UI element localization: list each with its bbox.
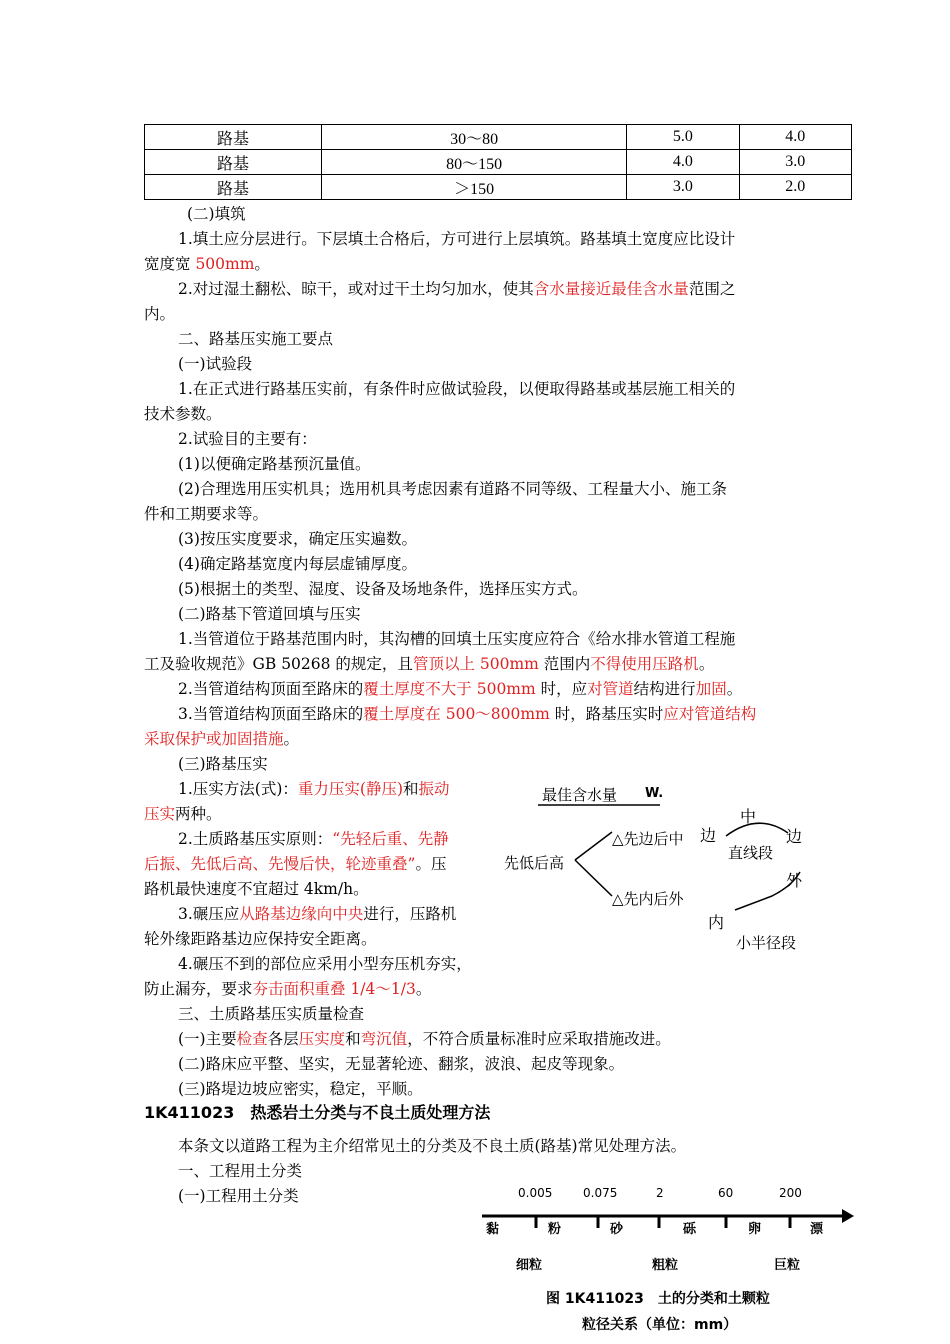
text-segment: 宽度宽	[144, 255, 196, 273]
text-segment: (一)试验段	[178, 355, 253, 373]
text-line	[178, 528, 417, 550]
threshold-1: 0.005	[518, 1186, 553, 1200]
threshold-5: 200	[779, 1186, 802, 1200]
text-segment: 轮外缘距路基边应保持安全距离。	[144, 930, 377, 948]
soil-figure-axis	[478, 1200, 858, 1260]
text-segment: 1.填土应分层进行。下层填土合格后，方可进行上层填筑。路基填土宽度应比设计	[178, 230, 736, 248]
highlight-text: 加固	[695, 680, 727, 698]
text-line	[144, 853, 446, 875]
class-gravel: 砾	[683, 1222, 697, 1237]
highlight-text: 对管道	[587, 680, 634, 698]
table-cell: 30～80	[322, 125, 627, 150]
class-boulder: 漂	[810, 1222, 824, 1237]
table-cell: ＞150	[322, 175, 627, 200]
text-segment: 。压	[415, 855, 447, 873]
fig-arc-top: 中	[740, 807, 757, 826]
text-segment: 二、路基压实施工要点	[178, 330, 334, 348]
highlight-text: “先轻后重、先静	[332, 830, 449, 848]
threshold-2: 0.075	[583, 1186, 618, 1200]
highlight-text: 振动	[418, 780, 450, 798]
table-cell: 5.0	[627, 125, 739, 150]
text-segment: 3.碾压应	[178, 905, 240, 923]
class-pebble: 卵	[748, 1222, 762, 1237]
text-line	[178, 278, 735, 300]
text-line	[144, 303, 175, 325]
table-cell: 3.0	[627, 175, 739, 200]
highlight-text: 覆土厚度在 500～800mm	[363, 705, 550, 723]
text-segment: 2.当管道结构顶面至路床的	[178, 680, 364, 698]
text-line	[178, 828, 449, 850]
text-line	[178, 678, 742, 700]
text-line	[144, 403, 222, 425]
text-line	[144, 653, 714, 675]
fig-root: 先低后高	[504, 854, 565, 872]
table-cell: 4.0	[739, 125, 851, 150]
figure-caption: 图 1K411023 土的分类和土颗粒	[546, 1291, 770, 1307]
table-cell: 3.0	[739, 150, 851, 175]
highlight-text: 覆土厚度不大于 500mm	[363, 680, 536, 698]
fig-small-radius: 小半径段	[736, 934, 797, 952]
text-segment: 。	[698, 655, 715, 673]
text-segment: (三)路堤边坡应密实，稳定，平顺。	[178, 1080, 423, 1098]
group-giant: 巨粒	[774, 1258, 801, 1273]
text-line	[178, 1078, 423, 1100]
fig-curve-outer: 外	[786, 871, 803, 890]
fig-branch-top: △先边后中	[612, 830, 684, 848]
text-segment: (三)路基压实	[178, 755, 268, 773]
class-sand: 砂	[610, 1222, 624, 1237]
soil-figure	[478, 1182, 858, 1338]
table-row	[145, 125, 852, 150]
text-line	[178, 578, 587, 600]
text-segment: (3)按压实度要求，确定压实遍数。	[178, 530, 417, 548]
highlight-text: 压实度	[298, 1030, 346, 1048]
text-line	[144, 803, 222, 825]
highlight-text: 应对管道结构	[663, 705, 757, 723]
threshold-3: 2	[656, 1186, 664, 1200]
text-line	[178, 628, 735, 650]
highlight-text: 管顶以上 500mm	[412, 655, 539, 673]
fig-arc-left: 边	[700, 826, 717, 845]
fig-arc-right: 边	[786, 827, 803, 846]
fig-branch-bottom-label: 先内后外	[623, 890, 684, 908]
text-line	[144, 878, 369, 900]
text-segment: 。	[283, 730, 300, 748]
text-segment: 和	[345, 1030, 361, 1048]
thickness-table	[144, 124, 852, 200]
text-segment: 时，路基压实时	[549, 705, 664, 723]
fig-straight: 直线段	[728, 844, 774, 862]
text-segment: 一、工程用土分类	[178, 1162, 303, 1180]
text-line	[178, 1160, 302, 1182]
group-coarse: 粗粒	[652, 1258, 679, 1273]
text-segment: 技术参数。	[144, 405, 222, 423]
text-line	[187, 203, 246, 225]
text-line	[178, 703, 756, 725]
text-segment: 1.当管道位于路基范围内时，其沟槽的回填土压实度应符合《给水排水管道工程施	[178, 630, 736, 648]
text-segment: 三、土质路基压实质量检查	[178, 1005, 365, 1023]
fig-curve-inner: 内	[708, 913, 725, 932]
text-line	[178, 553, 417, 575]
text-line	[144, 728, 299, 750]
highlight-text: 检查	[236, 1030, 268, 1048]
text-segment: 件和工期要求等。	[144, 505, 269, 523]
figure-caption-sub: 粒径关系（单位：mm）	[582, 1317, 738, 1333]
table-row	[145, 150, 852, 175]
fig-title-tail: W.	[645, 786, 664, 801]
text-segment: 2.试验目的主要有：	[178, 430, 317, 448]
text-line	[178, 1135, 686, 1157]
class-clay: 黏	[486, 1222, 500, 1237]
text-line	[178, 353, 252, 375]
text-segment: 1.压实方法(式)：	[178, 780, 298, 798]
text-segment: 进行，压路机	[363, 905, 457, 923]
table-cell: 80～150	[322, 150, 627, 175]
text-line	[178, 228, 735, 250]
text-line	[144, 978, 431, 1000]
text-segment: 范围内	[538, 655, 591, 673]
text-segment: 两种。	[175, 805, 222, 823]
text-line	[178, 1185, 299, 1207]
table-cell: 4.0	[627, 150, 739, 175]
text-line	[178, 328, 333, 350]
text-segment: 本条文以道路工程为主介绍常见土的分类及不良土质(路基)常见处理方法。	[178, 1137, 687, 1155]
text-segment: 内。	[144, 305, 176, 323]
text-line	[178, 753, 268, 775]
text-segment: (5)根据土的类型、湿度、设备及场地条件，选择压实方式。	[178, 580, 588, 598]
text-segment: 1.在正式进行路基压实前，有条件时应做试验段，以便取得路基或基层施工相关的	[178, 380, 736, 398]
section-heading: 1K411023 热悉岩土分类与不良土质处理方法	[144, 1103, 491, 1122]
class-silt: 粉	[548, 1222, 562, 1237]
text-line	[178, 453, 370, 475]
highlight-text: 压实	[144, 805, 176, 823]
text-segment: (二)填筑	[187, 205, 246, 223]
text-segment: 工及验收规范》GB 50268 的规定，且	[144, 655, 413, 673]
text-segment: 4.碾压不到的部位应采用小型夯压机夯实，	[178, 955, 472, 973]
highlight-text: 夯击面积重叠 1/4～1/3	[252, 980, 416, 998]
table-cell: 路基	[145, 175, 322, 200]
text-line	[144, 928, 377, 950]
threshold-4: 60	[718, 1186, 734, 1200]
text-segment: 结构进行	[633, 680, 696, 698]
text-segment: 范围之	[688, 280, 736, 298]
text-segment: 3.当管道结构顶面至路床的	[178, 705, 364, 723]
highlight-text: 500mm	[195, 255, 255, 273]
text-segment: 。	[726, 680, 743, 698]
table-row	[145, 175, 852, 200]
highlight-text: 弯沉值	[360, 1030, 408, 1048]
text-segment: 防止漏夯，要求	[144, 980, 253, 998]
text-segment: 。	[254, 255, 270, 273]
text-segment: 路机最快速度不宜超过 4km/h。	[144, 880, 369, 898]
highlight-text: 采取保护或加固措施	[144, 730, 284, 748]
group-fine: 细粒	[516, 1258, 543, 1273]
text-line	[178, 428, 317, 450]
text-line	[178, 1053, 624, 1075]
text-line	[178, 478, 727, 500]
compaction-figure	[500, 778, 830, 958]
text-segment: (1)以便确定路基预沉量值。	[178, 455, 371, 473]
highlight-text: 重力压实(静压)	[297, 780, 403, 798]
text-segment: (一)工程用土分类	[178, 1187, 299, 1205]
text-segment: (2)合理选用压实机具；选用机具考虑因素有道路不同等级、工程量大小、施工条	[178, 480, 727, 498]
highlight-text: 从路基边缘向中央	[239, 905, 364, 923]
text-line	[178, 778, 450, 800]
text-segment: 时，应	[535, 680, 588, 698]
highlight-text: 不得使用压路机	[590, 655, 699, 673]
text-segment: (二)路基下管道回填与压实	[178, 605, 361, 623]
table-cell: 2.0	[739, 175, 851, 200]
text-segment: 和	[403, 780, 419, 798]
text-segment: 2.对过湿土翻松、晾干，或对过干土均匀加水，使其	[178, 280, 534, 298]
text-segment: ，不符合质量标准时应采取措施改进。	[407, 1030, 671, 1048]
text-segment: 各层	[267, 1030, 299, 1048]
table-cell: 路基	[145, 150, 322, 175]
text-line	[178, 953, 472, 975]
highlight-text: 含水量接近最佳含水量	[533, 280, 689, 298]
fig-title: 最佳含水量	[542, 786, 618, 804]
text-segment: (一)主要	[178, 1030, 237, 1048]
text-line	[144, 503, 268, 525]
text-segment: (二)路床应平整、坚实，无显著轮迹、翻浆，波浪、起皮等现象。	[178, 1055, 625, 1073]
text-line	[144, 253, 270, 275]
fig-branch-top-label: 先边后中	[623, 830, 684, 848]
text-segment: (4)确定路基宽度内每层虚铺厚度。	[178, 555, 417, 573]
text-line	[178, 1003, 364, 1025]
fig-branch-bottom: △先内后外	[612, 890, 684, 908]
text-segment: 2.土质路基压实原则：	[178, 830, 333, 848]
table-cell: 路基	[145, 125, 322, 150]
text-line	[178, 378, 735, 400]
highlight-text: 后振、先低后高、先慢后快，轮迹重叠”	[144, 855, 416, 873]
text-line	[178, 903, 456, 925]
text-line	[178, 1028, 671, 1050]
text-segment: 。	[415, 980, 432, 998]
text-line	[178, 603, 361, 625]
